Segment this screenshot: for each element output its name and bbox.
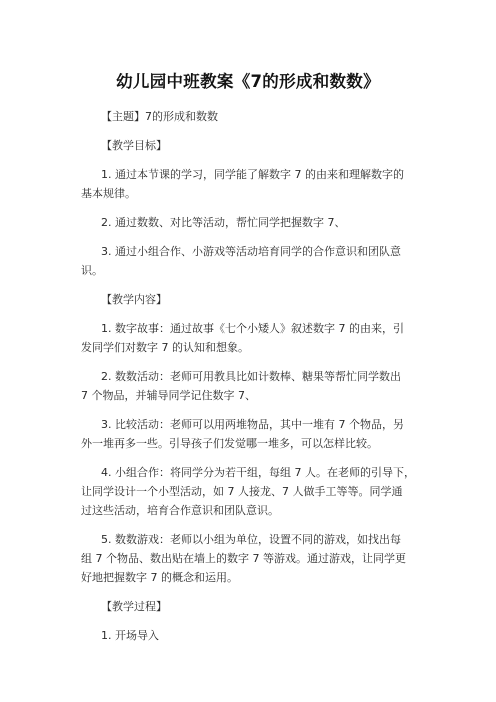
content-3-line-b: 外一堆再多一些。引导孩子们发觉哪一堆多，可以怎样比较。 xyxy=(81,437,378,450)
content-2-line-b: 7 个物品，并辅导同学记住数字 7、 xyxy=(81,389,256,402)
document-title: 幼儿园中班教案《7的形成和数数》 xyxy=(116,72,380,91)
content-5-line-a: 5. 数数游戏：老师以小组为单位，设置不同的游戏，如找出每 xyxy=(101,533,401,546)
document-body xyxy=(81,107,417,645)
goal-3-line-b: 识。 xyxy=(81,264,103,277)
goal-2: 2. 通过数数、对比等活动，帮忙同学把握数字 7、 xyxy=(101,216,346,229)
goals-header: 【教学目标】 xyxy=(101,139,167,152)
content-1-line-a: 1. 数字故事：通过故事《七个小矮人》叙述数字 7 的由来，引 xyxy=(101,322,404,335)
content-4-line-b: 让同学设计一个小型活动，如 7 人接龙、7 人做手工等等。同学通 xyxy=(81,485,403,498)
content-4-line-c: 过这些活动，培育合作意识和团队意识。 xyxy=(81,504,279,517)
process-1: 1. 开场导入 xyxy=(101,629,159,642)
content-1-line-b: 发同学们对数字 7 的认知和想象。 xyxy=(81,341,249,354)
content-3-line-a: 3. 比较活动：老师可以用两堆物品，其中一堆有 7 个物品，另 xyxy=(101,418,404,431)
content-5-line-b: 组 7 个物品、数出贴在墙上的数字 7 等游戏。通过游戏，让同学更 xyxy=(81,552,406,565)
theme-line: 【主题】7的形成和数数 xyxy=(101,110,218,123)
content-4-line-a: 4. 小组合作：将同学分为若干组，每组 7 人。在老师的引导下， xyxy=(101,466,415,479)
content-header: 【教学内容】 xyxy=(101,293,167,306)
process-header: 【教学过程】 xyxy=(101,600,167,613)
goal-1-line-b: 基本规律。 xyxy=(81,187,136,200)
content-2-line-a: 2. 数数活动：老师可用教具比如计数棒、糖果等帮忙同学数出 xyxy=(101,370,401,383)
content-5-line-c: 好地把握数字 7 的概念和运用。 xyxy=(81,571,238,584)
goal-3-line-a: 3. 通过小组合作、小游戏等活动培育同学的合作意识和团队意 xyxy=(101,245,401,258)
goal-1-line-a: 1. 通过本节课的学习，同学能了解数字 7 的由来和理解数字的 xyxy=(101,168,404,181)
